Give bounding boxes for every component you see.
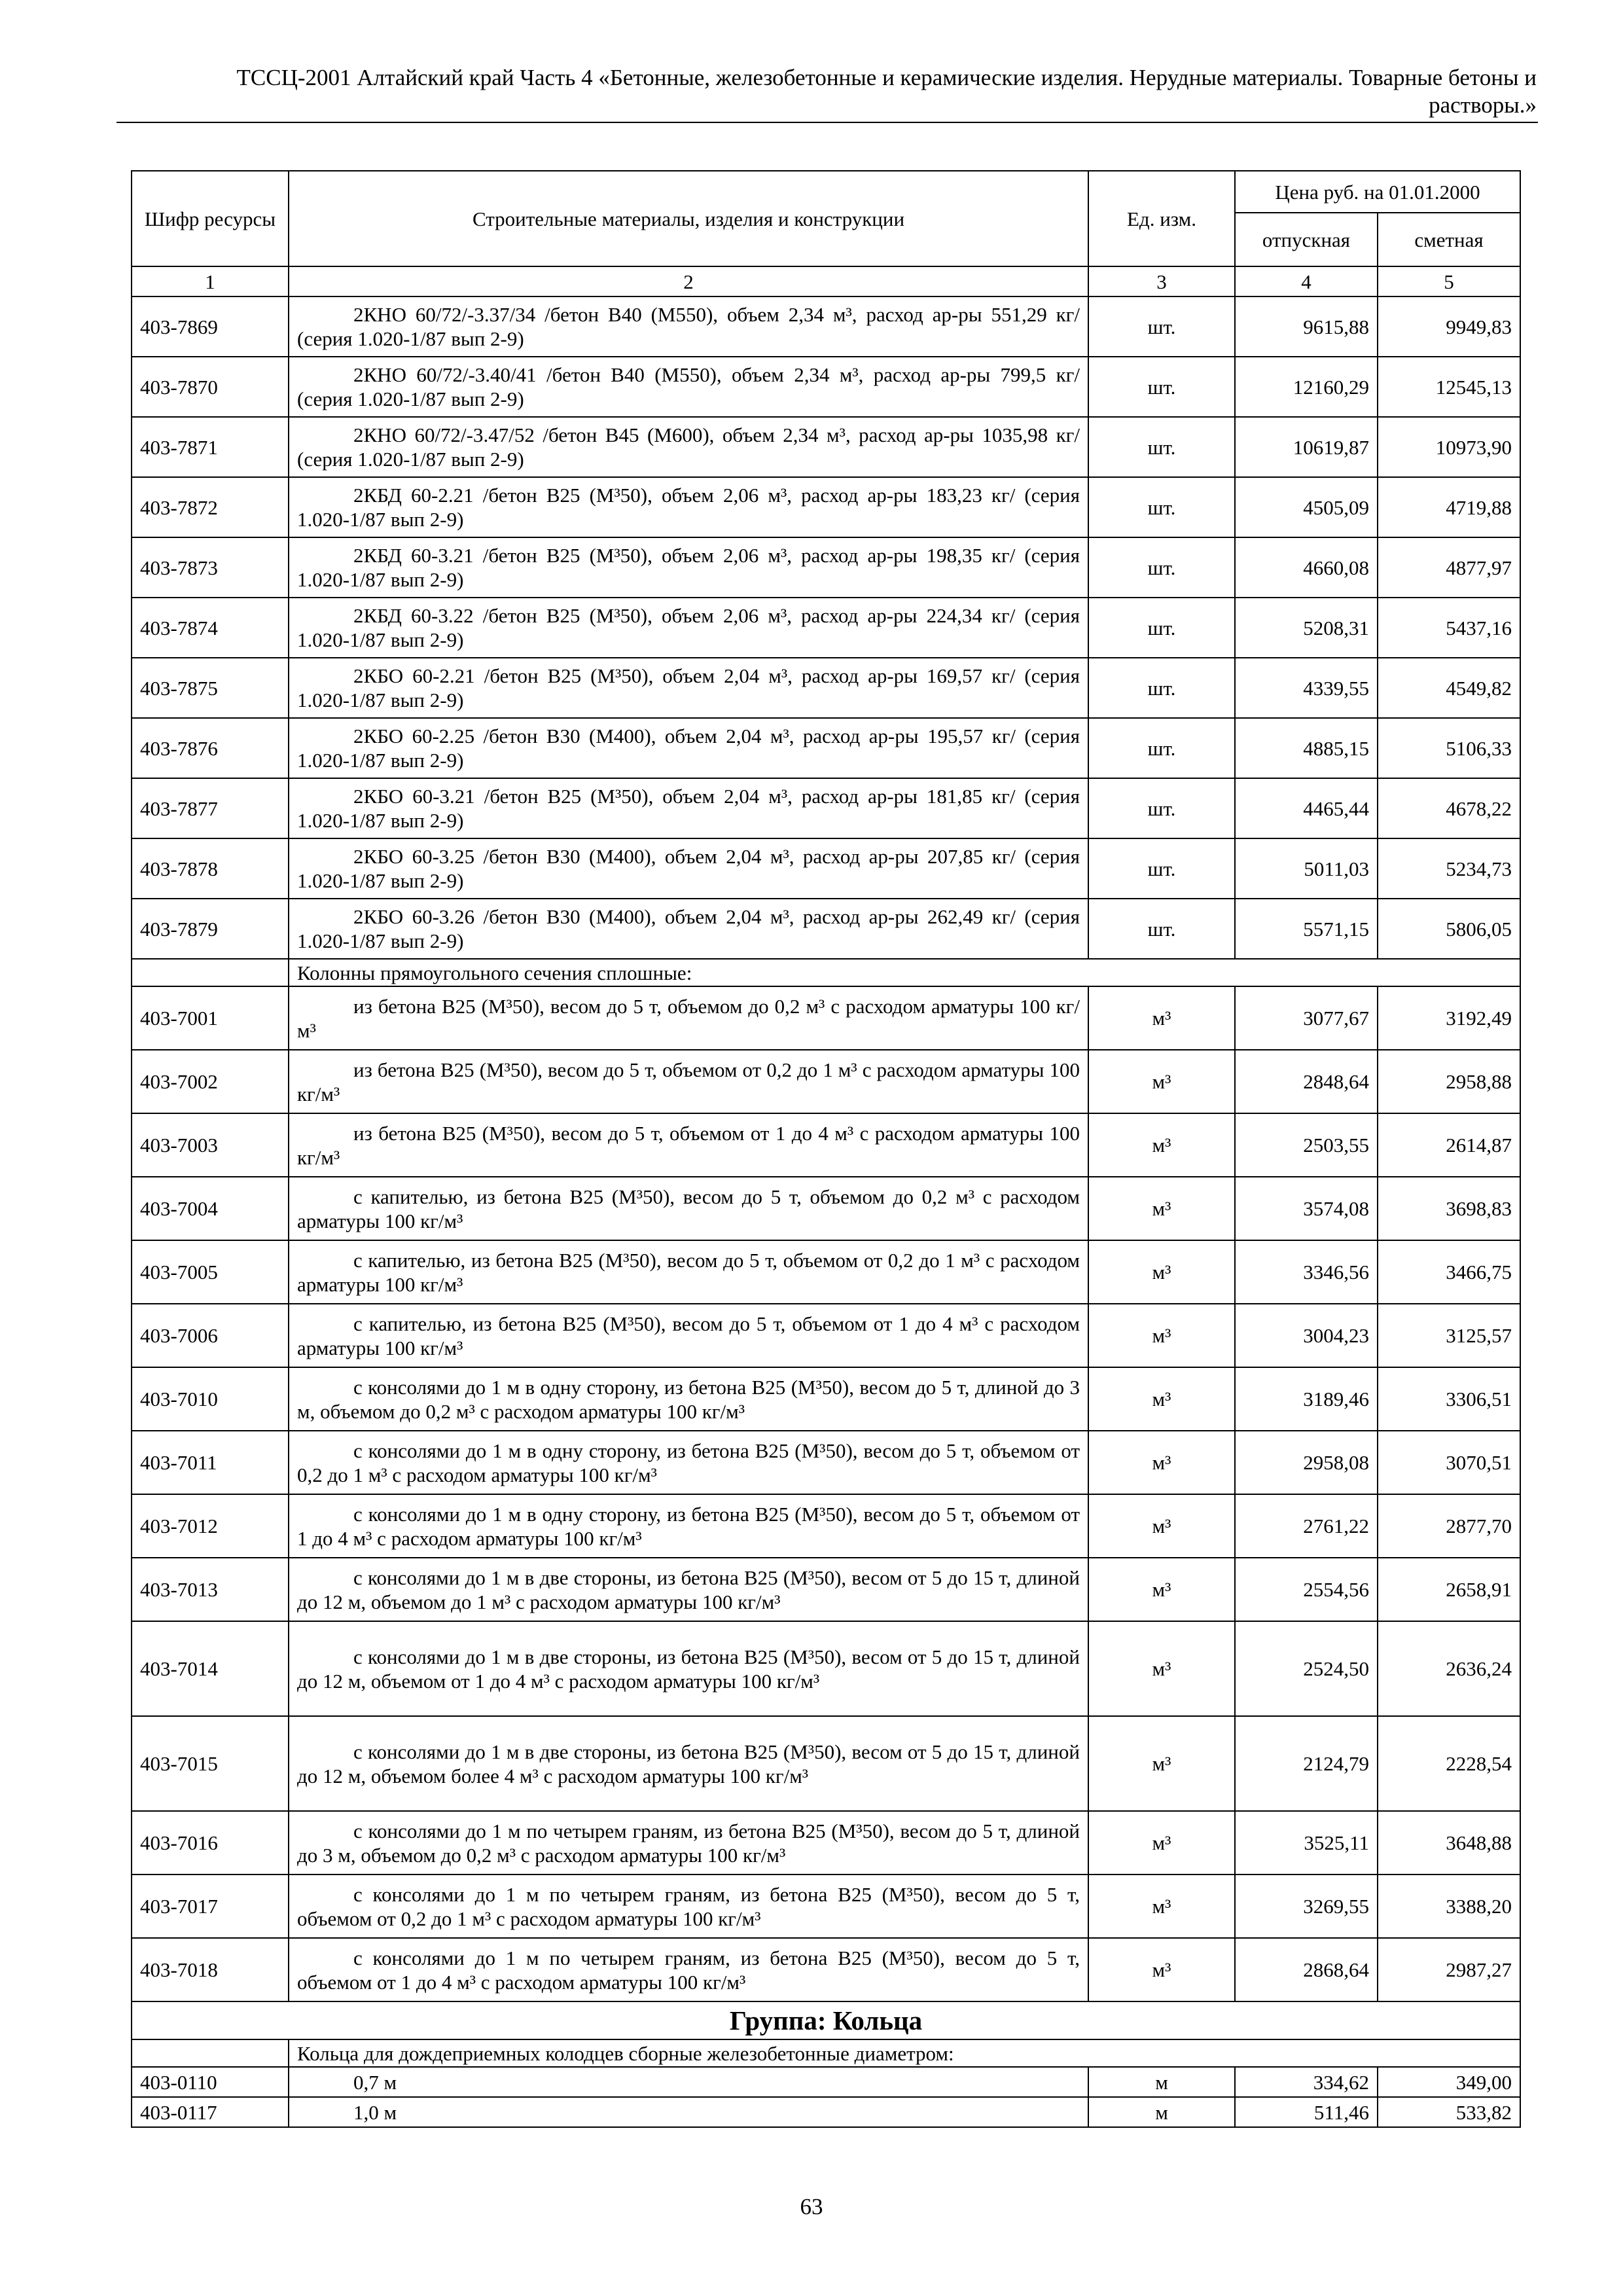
resource-code: 403-7871 xyxy=(132,417,289,477)
price-table xyxy=(131,170,1521,2128)
item-description xyxy=(289,1113,1088,1177)
table-row xyxy=(132,1938,1520,2001)
resource-code: 403-7015 xyxy=(132,1716,289,1811)
release-price: 4885,15 xyxy=(1235,718,1378,778)
release-price: 2868,64 xyxy=(1235,1938,1378,2001)
unit-of-measure: м³ xyxy=(1088,1431,1235,1494)
page-header xyxy=(116,64,1537,119)
item-description-text: 1,0 м xyxy=(353,2100,397,2124)
item-description xyxy=(289,1494,1088,1558)
release-price: 2524,50 xyxy=(1235,1621,1378,1716)
group-row xyxy=(132,2001,1520,2039)
resource-code: 403-7870 xyxy=(132,357,289,417)
unit-of-measure: м³ xyxy=(1088,1113,1235,1177)
estimate-price: 2877,70 xyxy=(1378,1494,1520,1558)
estimate-price: 12545,13 xyxy=(1378,357,1520,417)
item-description xyxy=(289,778,1088,838)
estimate-price: 3466,75 xyxy=(1378,1240,1520,1304)
item-description xyxy=(289,357,1088,417)
item-description-text: 2КНО 60/72/-3.37/34 /бетон В40 (М550), объем 2,34 м³, расход ар-ры 551,29 кг/ (серия 1.020-1/87 вып 2-9) xyxy=(297,303,1080,350)
resource-code: 403-7872 xyxy=(132,477,289,537)
table-row xyxy=(132,658,1520,718)
estimate-price: 2636,24 xyxy=(1378,1621,1520,1716)
item-description xyxy=(289,1716,1088,1811)
item-description xyxy=(289,1177,1088,1240)
release-price: 4339,55 xyxy=(1235,658,1378,718)
group-rings xyxy=(132,2001,1520,2067)
column-header-estimate: сметная xyxy=(1378,213,1520,266)
estimate-price: 533,82 xyxy=(1378,2097,1520,2127)
estimate-price: 3192,49 xyxy=(1378,986,1520,1050)
item-description-text: с консолями до 1 м в одну сторону, из бетона В25 (М³50), весом до 5 т, длиной до 3 м, объемом до 0,2 м³ с расходом арматуры 100 кг/м³ xyxy=(297,1375,1080,1423)
table-row xyxy=(132,899,1520,959)
table-row xyxy=(132,1050,1520,1113)
item-description-text: с капителью, из бетона В25 (М³50), весом до 5 т, объемом от 1 до 4 м³ с расходом арматуры 100 кг/м³ xyxy=(297,1312,1080,1359)
release-price: 4660,08 xyxy=(1235,537,1378,598)
table-row xyxy=(132,1304,1520,1367)
estimate-price: 2228,54 xyxy=(1378,1716,1520,1811)
section-row xyxy=(132,959,1520,986)
section-columns xyxy=(132,959,1520,986)
group-title: Группа: Кольца xyxy=(132,2001,1520,2039)
release-price: 4465,44 xyxy=(1235,778,1378,838)
table-row xyxy=(132,1621,1520,1716)
estimate-price: 5806,05 xyxy=(1378,899,1520,959)
column-header-release: отпускная xyxy=(1235,213,1378,266)
resource-code: 403-0117 xyxy=(132,2097,289,2127)
unit-of-measure: м³ xyxy=(1088,1938,1235,2001)
section-title: Кольца для дождеприемных колодцев сборные железобетонные диаметром: xyxy=(289,2039,1520,2067)
resource-code: 403-7874 xyxy=(132,598,289,658)
item-description-text: с консолями до 1 м в одну сторону, из бетона В25 (М³50), весом до 5 т, объемом от 0,2 до 1 м³ с расходом арматуры 100 кг/м³ xyxy=(297,1439,1080,1486)
release-price: 9615,88 xyxy=(1235,296,1378,357)
estimate-price: 3306,51 xyxy=(1378,1367,1520,1431)
table-row xyxy=(132,1240,1520,1304)
unit-of-measure: шт. xyxy=(1088,477,1235,537)
unit-of-measure: м³ xyxy=(1088,1874,1235,1938)
resource-code: 403-7005 xyxy=(132,1240,289,1304)
release-price: 4505,09 xyxy=(1235,477,1378,537)
table-row xyxy=(132,2097,1520,2127)
unit-of-measure: шт. xyxy=(1088,417,1235,477)
column-number: 3 xyxy=(1088,266,1235,296)
unit-of-measure: м xyxy=(1088,2067,1235,2097)
column-number: 1 xyxy=(132,266,289,296)
item-description xyxy=(289,899,1088,959)
unit-of-measure: шт. xyxy=(1088,778,1235,838)
column-header-price: Цена руб. на 01.01.2000 xyxy=(1235,171,1520,213)
table-header-row-1 xyxy=(132,171,1520,213)
item-description xyxy=(289,1240,1088,1304)
estimate-price: 3648,88 xyxy=(1378,1811,1520,1874)
resource-code: 403-7002 xyxy=(132,1050,289,1113)
release-price: 12160,29 xyxy=(1235,357,1378,417)
estimate-price: 2987,27 xyxy=(1378,1938,1520,2001)
column-header-unit: Ед. изм. xyxy=(1088,171,1235,266)
unit-of-measure: шт. xyxy=(1088,718,1235,778)
table-row xyxy=(132,417,1520,477)
release-price: 3004,23 xyxy=(1235,1304,1378,1367)
header-rule xyxy=(116,122,1538,123)
resource-code: 403-7016 xyxy=(132,1811,289,1874)
item-description-text: из бетона В25 (М³50), весом до 5 т, объемом до 0,2 м³ с расходом арматуры 100 кг/м³ xyxy=(297,994,1080,1042)
unit-of-measure: м³ xyxy=(1088,1558,1235,1621)
item-description-text: 2КБД 60-2.21 /бетон В25 (М³50), объем 2,06 м³, расход ар-ры 183,23 кг/ (серия 1.020-1/87 вып 2-9) xyxy=(297,484,1080,531)
item-description-text: с консолями до 1 м по четырем граням, из бетона В25 (М³50), весом до 5 т, объемом от 1 до 4 м³ с расходом арматуры 100 кг/м³ xyxy=(297,1946,1080,1994)
release-price: 3346,56 xyxy=(1235,1240,1378,1304)
table-row xyxy=(132,357,1520,417)
estimate-price: 2658,91 xyxy=(1378,1558,1520,1621)
resource-code: 403-7001 xyxy=(132,986,289,1050)
release-price: 3525,11 xyxy=(1235,1811,1378,1874)
release-price: 5011,03 xyxy=(1235,838,1378,899)
section-title: Колонны прямоугольного сечения сплошные: xyxy=(289,959,1520,986)
item-description-text: с консолями до 1 м в одну сторону, из бетона В25 (М³50), весом до 5 т, объемом от 1 до 4 м³ с расходом арматуры 100 кг/м³ xyxy=(297,1502,1080,1550)
page-number: 63 xyxy=(800,2194,823,2219)
table-row xyxy=(132,1431,1520,1494)
estimate-price: 3698,83 xyxy=(1378,1177,1520,1240)
release-price: 2124,79 xyxy=(1235,1716,1378,1811)
table-row xyxy=(132,986,1520,1050)
table-row xyxy=(132,1113,1520,1177)
estimate-price: 3388,20 xyxy=(1378,1874,1520,1938)
item-description-text: из бетона В25 (М³50), весом до 5 т, объемом от 1 до 4 м³ с расходом арматуры 100 кг/м³ xyxy=(297,1121,1080,1169)
item-description-text: с консолями до 1 м в две стороны, из бетона В25 (М³50), весом от 5 до 15 т, длиной до 12 м, объемом до 1 м³ с расходом арматуры 100 кг/м³ xyxy=(297,1566,1080,1613)
table-row xyxy=(132,1367,1520,1431)
estimate-price: 3070,51 xyxy=(1378,1431,1520,1494)
item-description xyxy=(289,1050,1088,1113)
release-price: 3269,55 xyxy=(1235,1874,1378,1938)
item-description xyxy=(289,1558,1088,1621)
header-line-1: ТССЦ-2001 Алтайский край Часть 4 «Бетонные, железобетонные и керамические изделия. Нерудные материалы. Товарные бетоны и xyxy=(236,65,1537,90)
table-row xyxy=(132,296,1520,357)
release-price: 2761,22 xyxy=(1235,1494,1378,1558)
estimate-price: 5106,33 xyxy=(1378,718,1520,778)
resource-code: 403-7004 xyxy=(132,1177,289,1240)
estimate-price: 5234,73 xyxy=(1378,838,1520,899)
release-price: 3077,67 xyxy=(1235,986,1378,1050)
resource-code: 403-7869 xyxy=(132,296,289,357)
item-description-text: 2КБО 60-2.25 /бетон В30 (М400), объем 2,04 м³, расход ар-ры 195,57 кг/ (серия 1.020-1/87 вып 2-9) xyxy=(297,725,1080,772)
resource-code: 403-7013 xyxy=(132,1558,289,1621)
table-row xyxy=(132,718,1520,778)
unit-of-measure: м³ xyxy=(1088,1811,1235,1874)
unit-of-measure: м³ xyxy=(1088,1494,1235,1558)
item-description xyxy=(289,1938,1088,2001)
item-description xyxy=(289,1621,1088,1716)
column-number: 5 xyxy=(1378,266,1520,296)
estimate-price: 2958,88 xyxy=(1378,1050,1520,1113)
rows-group-c xyxy=(132,2067,1520,2127)
column-number-row xyxy=(132,266,1520,296)
unit-of-measure: шт. xyxy=(1088,838,1235,899)
table-row xyxy=(132,1558,1520,1621)
estimate-price: 3125,57 xyxy=(1378,1304,1520,1367)
release-price: 3574,08 xyxy=(1235,1177,1378,1240)
unit-of-measure: м³ xyxy=(1088,1177,1235,1240)
release-price: 10619,87 xyxy=(1235,417,1378,477)
unit-of-measure: шт. xyxy=(1088,537,1235,598)
item-description-text: 2КНО 60/72/-3.40/41 /бетон В40 (М550), объем 2,34 м³, расход ар-ры 799,5 кг/ (серия 1.020-1/87 вып 2-9) xyxy=(297,363,1080,410)
item-description-text: из бетона В25 (М³50), весом до 5 т, объемом от 0,2 до 1 м³ с расходом арматуры 100 кг/м³ xyxy=(297,1058,1080,1105)
item-description xyxy=(289,598,1088,658)
table-row xyxy=(132,1716,1520,1811)
resource-code: 403-7018 xyxy=(132,1938,289,2001)
release-price: 2958,08 xyxy=(1235,1431,1378,1494)
resource-code: 403-7878 xyxy=(132,838,289,899)
resource-code: 403-7875 xyxy=(132,658,289,718)
item-description-text: с консолями до 1 м в две стороны, из бетона В25 (М³50), весом от 5 до 15 т, длиной до 12 м, объемом более 4 м³ с расходом арматуры 100 кг/м³ xyxy=(297,1740,1080,1787)
column-number: 4 xyxy=(1235,266,1378,296)
item-description-text: с консолями до 1 м по четырем граням, из бетона В25 (М³50), весом до 5 т, объемом от 0,2 до 1 м³ с расходом арматуры 100 кг/м³ xyxy=(297,1882,1080,1930)
item-description xyxy=(289,1811,1088,1874)
resource-code: 403-7011 xyxy=(132,1431,289,1494)
unit-of-measure: шт. xyxy=(1088,598,1235,658)
estimate-price: 10973,90 xyxy=(1378,417,1520,477)
unit-of-measure: шт. xyxy=(1088,658,1235,718)
unit-of-measure: м³ xyxy=(1088,986,1235,1050)
item-description-text: с капителью, из бетона В25 (М³50), весом до 5 т, объемом до 0,2 м³ с расходом арматуры 100 кг/м³ xyxy=(297,1185,1080,1232)
item-description xyxy=(289,986,1088,1050)
unit-of-measure: м³ xyxy=(1088,1050,1235,1113)
column-header-name: Строительные материалы, изделия и конструкции xyxy=(289,171,1088,266)
estimate-price: 4678,22 xyxy=(1378,778,1520,838)
release-price: 334,62 xyxy=(1235,2067,1378,2097)
item-description xyxy=(289,417,1088,477)
resource-code: 403-7876 xyxy=(132,718,289,778)
table-row xyxy=(132,477,1520,537)
item-description-text: 2КБО 60-3.25 /бетон В30 (М400), объем 2,04 м³, расход ар-ры 207,85 кг/ (серия 1.020-1/87 вып 2-9) xyxy=(297,845,1080,892)
item-description xyxy=(289,537,1088,598)
estimate-price: 5437,16 xyxy=(1378,598,1520,658)
unit-of-measure: шт. xyxy=(1088,899,1235,959)
section-row xyxy=(132,2039,1520,2067)
release-price: 5208,31 xyxy=(1235,598,1378,658)
unit-of-measure: м³ xyxy=(1088,1304,1235,1367)
item-description-text: 2КБО 60-2.21 /бетон В25 (М³50), объем 2,04 м³, расход ар-ры 169,57 кг/ (серия 1.020-1/87 вып 2-9) xyxy=(297,664,1080,711)
item-description xyxy=(289,477,1088,537)
estimate-price: 4719,88 xyxy=(1378,477,1520,537)
item-description-text: с консолями до 1 м по четырем граням, из бетона В25 (М³50), весом до 5 т, длиной до 3 м, объемом до 0,2 м³ с расходом арматуры 100 кг/м³ xyxy=(297,1819,1080,1867)
release-price: 5571,15 xyxy=(1235,899,1378,959)
unit-of-measure: м³ xyxy=(1088,1716,1235,1811)
column-header-code: Шифр ресурсы xyxy=(132,171,289,266)
table-row xyxy=(132,1177,1520,1240)
item-description-text: 2КБД 60-3.21 /бетон В25 (М³50), объем 2,06 м³, расход ар-ры 198,35 кг/ (серия 1.020-1/87 вып 2-9) xyxy=(297,544,1080,591)
resource-code: 403-7879 xyxy=(132,899,289,959)
unit-of-measure: м³ xyxy=(1088,1240,1235,1304)
item-description-text: с капителью, из бетона В25 (М³50), весом до 5 т, объемом от 0,2 до 1 м³ с расходом арматуры 100 кг/м³ xyxy=(297,1248,1080,1296)
item-description-text: с консолями до 1 м в две стороны, из бетона В25 (М³50), весом от 5 до 15 т, длиной до 12 м, объемом от 1 до 4 м³ с расходом арматуры 100 кг/м³ xyxy=(297,1645,1080,1693)
resource-code: 403-7017 xyxy=(132,1874,289,1938)
rows-group-b xyxy=(132,986,1520,2001)
resource-code: 403-7010 xyxy=(132,1367,289,1431)
table-row xyxy=(132,1494,1520,1558)
unit-of-measure: м xyxy=(1088,2097,1235,2127)
unit-of-measure: м³ xyxy=(1088,1367,1235,1431)
item-description xyxy=(289,1304,1088,1367)
release-price: 2503,55 xyxy=(1235,1113,1378,1177)
table-row xyxy=(132,2067,1520,2097)
item-description-text: 2КНО 60/72/-3.47/52 /бетон В45 (М600), объем 2,34 м³, расход ар-ры 1035,98 кг/ (серия 1.020-1/87 вып 2-9) xyxy=(297,423,1080,471)
release-price: 3189,46 xyxy=(1235,1367,1378,1431)
estimate-price: 2614,87 xyxy=(1378,1113,1520,1177)
release-price: 2848,64 xyxy=(1235,1050,1378,1113)
item-description xyxy=(289,1874,1088,1938)
resource-code: 403-7014 xyxy=(132,1621,289,1716)
unit-of-measure: шт. xyxy=(1088,357,1235,417)
table-row xyxy=(132,778,1520,838)
item-description xyxy=(289,718,1088,778)
item-description xyxy=(289,658,1088,718)
item-description xyxy=(289,2067,1088,2097)
rows-group-a xyxy=(132,296,1520,959)
estimate-price: 9949,83 xyxy=(1378,296,1520,357)
item-description xyxy=(289,838,1088,899)
resource-code: 403-7006 xyxy=(132,1304,289,1367)
column-number: 2 xyxy=(289,266,1088,296)
table-row xyxy=(132,598,1520,658)
item-description-text: 2КБД 60-3.22 /бетон В25 (М³50), объем 2,06 м³, расход ар-ры 224,34 кг/ (серия 1.020-1/87 вып 2-9) xyxy=(297,604,1080,651)
resource-code: 403-7012 xyxy=(132,1494,289,1558)
resource-code: 403-0110 xyxy=(132,2067,289,2097)
table-row xyxy=(132,1874,1520,1938)
unit-of-measure: шт. xyxy=(1088,296,1235,357)
resource-code: 403-7877 xyxy=(132,778,289,838)
estimate-price: 349,00 xyxy=(1378,2067,1520,2097)
item-description-text: 2КБО 60-3.26 /бетон В30 (М400), объем 2,04 м³, расход ар-ры 262,49 кг/ (серия 1.020-1/87 вып 2-9) xyxy=(297,905,1080,952)
item-description xyxy=(289,1431,1088,1494)
resource-code: 403-7003 xyxy=(132,1113,289,1177)
table-row xyxy=(132,1811,1520,1874)
release-price: 511,46 xyxy=(1235,2097,1378,2127)
header-line-2: растворы.» xyxy=(1429,92,1537,118)
item-description-text: 0,7 м xyxy=(353,2070,397,2094)
estimate-price: 4877,97 xyxy=(1378,537,1520,598)
unit-of-measure: м³ xyxy=(1088,1621,1235,1716)
resource-code: 403-7873 xyxy=(132,537,289,598)
table-row xyxy=(132,537,1520,598)
item-description xyxy=(289,1367,1088,1431)
item-description-text: 2КБО 60-3.21 /бетон В25 (М³50), объем 2,04 м³, расход ар-ры 181,85 кг/ (серия 1.020-1/87 вып 2-9) xyxy=(297,785,1080,832)
table-row xyxy=(132,838,1520,899)
item-description xyxy=(289,296,1088,357)
release-price: 2554,56 xyxy=(1235,1558,1378,1621)
estimate-price: 4549,82 xyxy=(1378,658,1520,718)
item-description xyxy=(289,2097,1088,2127)
